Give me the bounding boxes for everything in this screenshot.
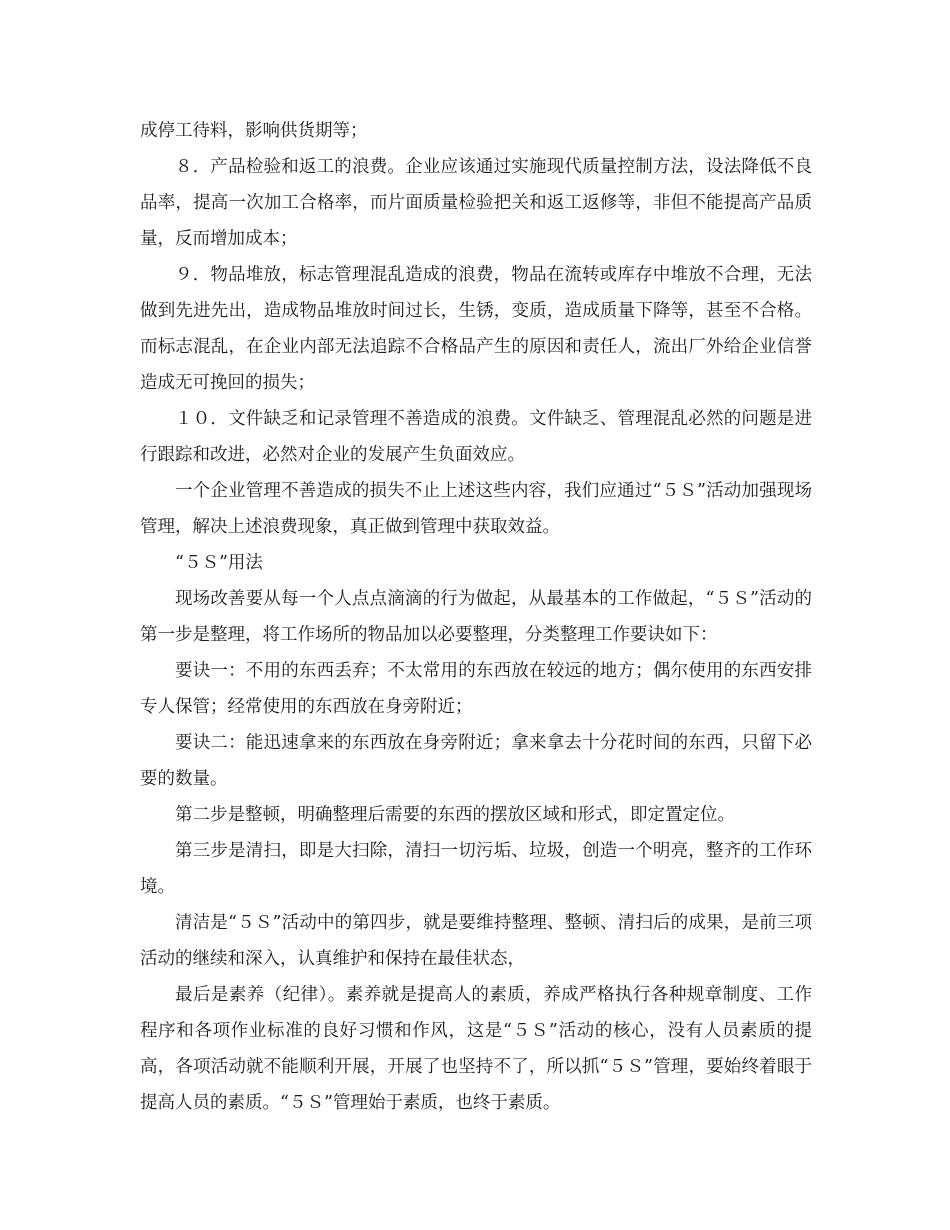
paragraph-summary: 一个企业管理不善造成的损失不止上述这些内容，我们应通过“５Ｓ”活动加强现场管理，解决上述浪费现象，真正做到管理中获取效益。	[140, 481, 812, 537]
paragraph-step-four: 清洁是“５Ｓ”活动中的第四步，就是要维持整理、整顿、清扫后的成果，是前三项活动的继续和深入，认真维护和保持在最佳状态，	[140, 913, 812, 969]
paragraph-item-10: １０．文件缺乏和记录管理不善造成的浪费。文件缺乏、管理混乱必然的问题是进行跟踪和改进，必然对企业的发展产生负面效应。	[140, 409, 812, 465]
paragraph-tip-two: 要诀二：能迅速拿来的东西放在身旁附近；拿来拿去十分花时间的东西，只留下必要的数量。	[140, 733, 812, 789]
paragraph-step-three: 第三步是清扫，即是大扫除，清扫一切污垢、垃圾，创造一个明亮，整齐的工作环境。	[140, 841, 812, 897]
paragraph-item-8: ８．产品检验和返工的浪费。企业应该通过实施现代质量控制方法，设法降低不良品率，提高一次加工合格率，而片面质量检验把关和返工返修等，非但不能提高产品质量，反而增加成本；	[140, 157, 812, 249]
paragraph-item-9: ９．物品堆放，标志管理混乱造成的浪费，物品在流转或库存中堆放不合理，无法做到先进先出，造成物品堆放时间过长，生锈，变质，造成质量下降等，甚至不合格。而标志混乱，在企业内部无法追踪不合格品产生的原因和责任人，流出厂外给企业信誉造成无可挽回的损失；	[140, 265, 812, 393]
section-heading-5s-usage: “５Ｓ”用法	[175, 553, 263, 573]
paragraph-tip-one: 要诀一：不用的东西丢弃；不太常用的东西放在较远的地方；偶尔使用的东西安排专人保管；经常使用的东西放在身旁附近；	[140, 661, 812, 717]
paragraph-step-two: 第二步是整顿，明确整理后需要的东西的摆放区域和形式，即定置定位。	[175, 805, 735, 825]
document-body	[140, 113, 812, 1121]
paragraph-step-one: 现场改善要从每一个人点点滴滴的行为做起，从最基本的工作做起，“５Ｓ”活动的第一步是整理，将工作场所的物品加以必要整理，分类整理工作要诀如下：	[140, 589, 812, 645]
paragraph-continuation: 成停工待料，影响供货期等；	[140, 121, 368, 141]
paragraph-step-five: 最后是素养（纪律）。素养就是提高人的素质，养成严格执行各种规章制度、工作程序和各项作业标准的良好习惯和作风，这是“５Ｓ”活动的核心，没有人员素质的提高，各项活动就不能顺利开展，开展了也坚持不了，所以抓“５Ｓ”管理，要始终着眼于提高人员的素质。“５Ｓ”管理始于素质，也终于素质。	[140, 985, 812, 1113]
